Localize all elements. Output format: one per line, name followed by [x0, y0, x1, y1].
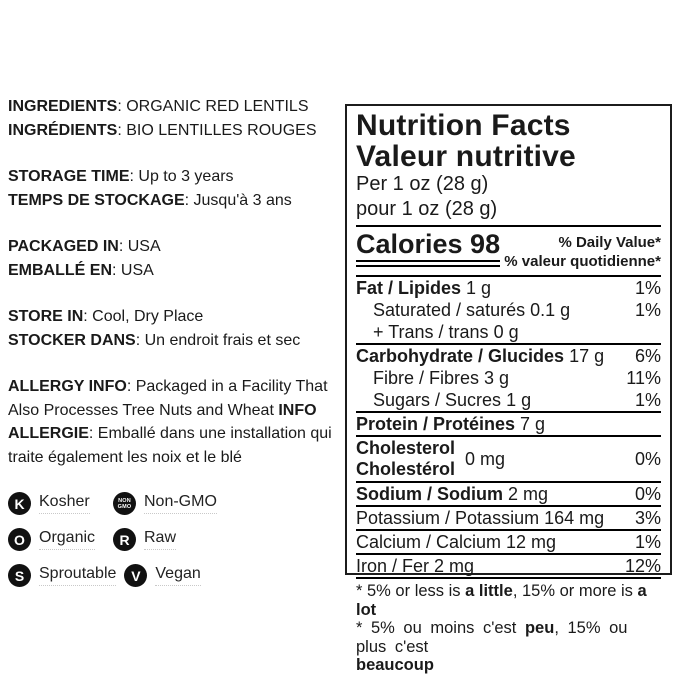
nutrient-amount: 1 g	[506, 390, 532, 410]
footnote-bold: peu	[524, 619, 555, 637]
info-text: : Cool, Dry Place	[83, 308, 204, 325]
serving-size-en: Per 1 oz (28 g)	[356, 173, 489, 195]
nutrient-amount: 164 mg	[544, 508, 605, 528]
info-text: : USA	[112, 261, 154, 279]
non-gmo-icon-text-bottom: GMO	[117, 503, 132, 510]
nutrient-row-carbohydrate	[356, 343, 661, 367]
nutrient-row-saturated	[356, 299, 661, 321]
nutrient-row-protein	[356, 411, 661, 435]
calories-block	[356, 227, 661, 275]
nutrient-row-sodium	[356, 481, 661, 505]
raw-badge	[113, 528, 176, 551]
badge-row-3	[8, 564, 343, 587]
info-label: STORAGE TIME	[8, 168, 130, 185]
nutrient-row-calcium	[356, 529, 661, 553]
nutrient-amount: 0 g	[493, 322, 519, 342]
storage-time-group	[8, 165, 343, 212]
info-label: STORE IN	[8, 308, 84, 325]
info-text: : Un endroit frais et sec	[135, 331, 301, 349]
allergy-info-group	[8, 375, 343, 469]
badge-label: Raw	[144, 529, 176, 550]
organic-badge	[8, 528, 105, 551]
nutrient-amount: 0 mg	[465, 449, 506, 469]
badge-row-2	[8, 528, 343, 551]
nutrient-amount: 3 g	[484, 368, 510, 388]
calories-value: Calories 98	[356, 230, 500, 267]
kosher-badge	[8, 492, 105, 515]
storage-line-fr	[8, 192, 292, 209]
nutrition-title-en: Nutrition Facts	[356, 109, 571, 142]
nutrition-facts-panel	[345, 104, 672, 674]
nutrient-name-en: Cholesterol	[356, 438, 456, 458]
ingredients-group	[8, 95, 343, 142]
daily-value-footnote	[356, 577, 661, 675]
nutrient-dv: 6%	[634, 346, 661, 366]
info-text: : BIO LENTILLES ROUGES	[117, 121, 317, 139]
nutrient-row-fat	[356, 277, 661, 299]
info-label: INFO ALLERGIE	[8, 401, 317, 442]
nutrient-row-iron	[356, 553, 661, 577]
badge-row-1	[8, 492, 343, 515]
nutrient-name: Fat / Lipides	[356, 278, 462, 298]
daily-value-header	[504, 230, 661, 271]
info-label: PACKAGED IN	[8, 238, 119, 255]
daily-value-header-fr: % valeur quotidienne*	[504, 253, 661, 270]
nutrient-rows	[356, 275, 661, 577]
nutrient-dv: 3%	[634, 508, 661, 528]
footnote-bold: a lot	[356, 582, 647, 619]
non-gmo-icon	[113, 492, 136, 515]
calories-text	[356, 230, 500, 267]
nutrient-dv: 12%	[624, 556, 661, 576]
nutrient-dv: 1%	[634, 300, 661, 320]
sproutable-badge	[8, 564, 116, 587]
footnote-bold: beaucoup	[356, 656, 434, 674]
nutrient-row-trans	[356, 321, 661, 343]
daily-value-header-en: % Daily Value*	[558, 234, 661, 251]
nutrient-dv: 0%	[634, 449, 661, 469]
nutrient-dv: 1%	[634, 278, 661, 298]
nutrient-name: Potassium / Potassium	[356, 508, 540, 528]
nutrient-dv: 1%	[634, 390, 661, 410]
certification-badges	[8, 492, 343, 587]
store-line-en	[8, 308, 203, 325]
nutrient-name: Fibre / Fibres	[373, 368, 480, 388]
raw-icon: R	[113, 528, 136, 551]
nutrient-name: Sodium / Sodium	[356, 484, 503, 504]
info-text: : USA	[118, 238, 161, 255]
nutrient-amount: 2 mg	[508, 484, 549, 504]
nutrient-name	[356, 438, 455, 480]
packaged-line-fr	[8, 262, 154, 279]
sproutable-icon: S	[8, 564, 31, 587]
nutrient-name: Saturated / saturés	[373, 300, 526, 320]
footnote-bold: a little	[465, 582, 513, 600]
footnote-fr	[356, 619, 661, 675]
badge-label: Organic	[39, 529, 95, 550]
info-label: STOCKER DANS	[8, 331, 136, 349]
packaged-line-en	[8, 238, 161, 255]
nutrient-row-fibre	[356, 367, 661, 389]
vegan-icon: V	[124, 564, 147, 587]
nutrient-name: Iron / Fer	[356, 556, 430, 576]
nutrient-row-potassium	[356, 505, 661, 529]
organic-icon: O	[8, 528, 31, 551]
nutrient-amount: 1 g	[466, 278, 492, 298]
nutrient-amount: 7 g	[520, 414, 546, 434]
badge-label: Kosher	[39, 493, 90, 514]
nutrient-name: Calcium / Calcium	[356, 532, 502, 552]
storage-line-en	[8, 168, 234, 185]
nutrient-name: Sugars / Sucres	[373, 390, 502, 410]
footnote-text: , 15% ou plus c'est	[356, 619, 628, 656]
non-gmo-icon-text-top: NON	[118, 497, 131, 504]
footnote-text: , 15% or more is	[512, 582, 638, 600]
badge-label: Vegan	[155, 565, 200, 586]
nutrient-amount: 17 g	[569, 346, 605, 366]
info-label: EMBALLÉ EN	[8, 261, 112, 279]
ingredients-line-en	[8, 98, 309, 115]
info-text: : Jusqu'à 3 ans	[184, 191, 292, 209]
info-label: ALLERGY INFO	[8, 378, 127, 395]
info-label: INGREDIENTS	[8, 98, 118, 115]
nutrition-title-fr: Valeur nutritive	[356, 140, 576, 173]
info-label: INGRÉDIENTS	[8, 121, 118, 139]
nutrient-row-cholesterol	[356, 435, 661, 481]
badge-label: Non-GMO	[144, 493, 217, 514]
packaged-in-group	[8, 235, 343, 282]
info-label: TEMPS DE STOCKAGE	[8, 191, 185, 209]
nutrient-dv: 1%	[634, 532, 661, 552]
footnote-text: * 5% ou moins c'est	[356, 619, 525, 637]
info-text: : ORGANIC RED LENTILS	[117, 98, 309, 115]
nutrient-amount: 12 mg	[506, 532, 557, 552]
nutrient-amount: 2 mg	[434, 556, 475, 576]
product-info-column	[8, 95, 343, 600]
footnote-text: * 5% or less is	[356, 582, 466, 600]
store-line-fr	[8, 332, 300, 349]
nutrient-dv: 0%	[634, 484, 661, 504]
info-text: : Emballé dans une installation qui traite également les noix et le blé	[8, 425, 332, 466]
kosher-icon: K	[8, 492, 31, 515]
badge-label: Sproutable	[39, 565, 116, 586]
nutrient-dv: 11%	[626, 368, 661, 388]
non-gmo-badge	[113, 492, 217, 515]
footnote-en	[356, 582, 661, 619]
nutrient-name: Protein / Protéines	[356, 414, 516, 434]
nutrient-amount: 0.1 g	[530, 300, 571, 320]
store-in-group	[8, 305, 343, 352]
info-text: : Packaged in a Facility That Also Processes Tree Nuts and Wheat	[8, 378, 328, 419]
ingredients-line-fr	[8, 122, 317, 139]
nutrient-name: Carbohydrate / Glucides	[356, 346, 565, 366]
info-text: : Up to 3 years	[129, 168, 234, 185]
vegan-badge	[124, 564, 200, 587]
serving-size-fr: pour 1 oz (28 g)	[356, 198, 498, 220]
nutrient-row-sugars	[356, 389, 661, 411]
nutrient-name-fr: Cholestérol	[356, 459, 456, 479]
nutrient-name: + Trans / trans	[373, 322, 489, 342]
